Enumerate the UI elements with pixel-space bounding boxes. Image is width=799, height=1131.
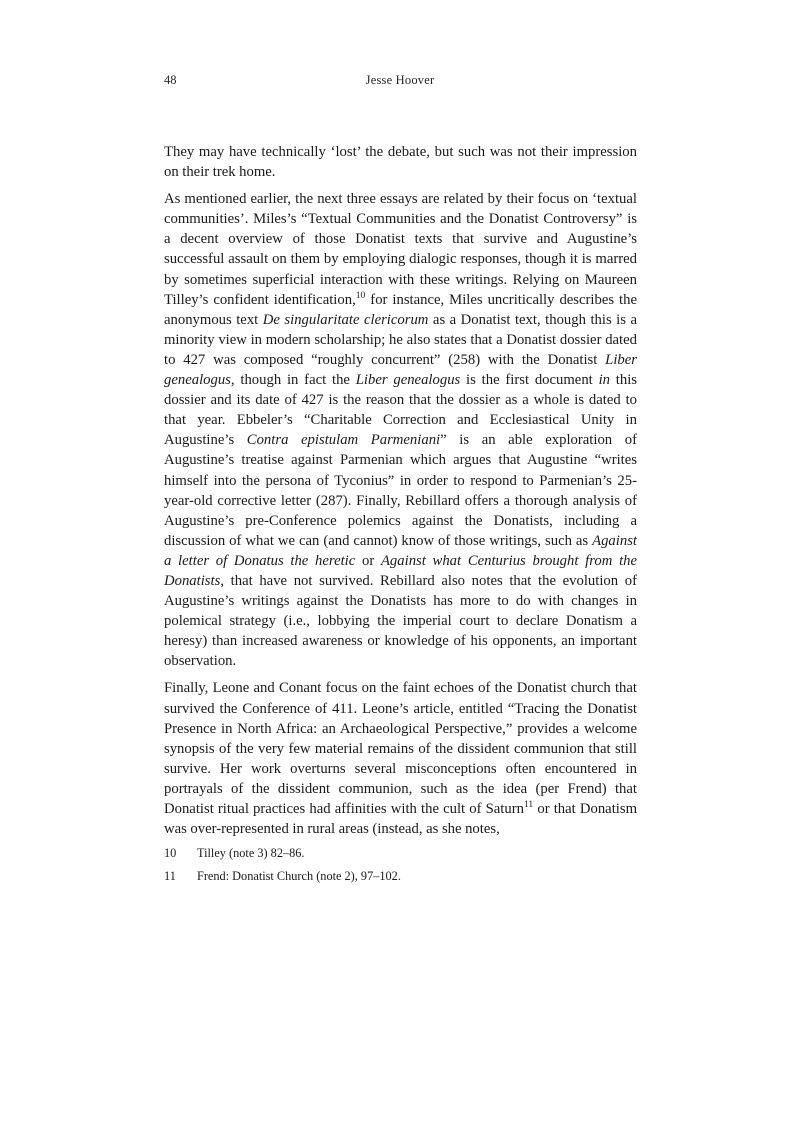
- running-head: [164, 72, 636, 88]
- footnote-reference: 10: [355, 289, 366, 301]
- footnote-number: 10: [164, 846, 177, 860]
- footnote-item: [164, 843, 637, 863]
- paragraph-3: Finally, Leone and Conant focus on the faint echoes of the Donatist church that survived the Conference of 411. Leone’s article, entitled “Tracing the Donatist Presence in North Africa: an Archaeological Perspective,” provides a welcome synopsis of the very few material remains of the dissident communion that still survive. Her work overturns several misconceptions often encountered in portrayals of the dissident communion, such as the idea (per Frend) that Donatist ritual practices had affinities with the cult of Saturn$^{11}$ or that Donatism was over-represented in rural areas (instead, as she notes,: [164, 680, 637, 838]
- paragraph-1: They may have technically ‘lost’ the debate, but such was not their impression on their trek home.: [164, 144, 637, 181]
- italic-title: De singularitate clericorum: [262, 311, 429, 328]
- running-head-title: Jesse Hoover: [365, 73, 435, 87]
- footnote-item: [164, 866, 637, 886]
- footnote-reference: 11: [523, 799, 534, 811]
- footnote-text: Frend: Donatist Church (note 2), 97–102.: [197, 869, 401, 883]
- footnote-number: 11: [164, 869, 176, 883]
- footnotes-section: [164, 843, 637, 889]
- footnote-text: Tilley (note 3) 82–86.: [197, 846, 305, 860]
- page-number: 48: [164, 73, 177, 87]
- italic-title: Against what Centurius brought from the Donatists: [164, 552, 638, 589]
- paragraph-2: As mentioned earlier, the next three essays are related by their focus on ‘textual communities’. Miles’s “Textual Communities and the Donatist Controversy” is a decent overview of those Donatist texts that survive and Augustine’s successful assault on them by employing dialogic responses, though it is marred by sometimes superficial interaction with these writings. Relying on Maureen Tilley’s confident identification,$^{10}$ for instance, Miles uncritically describes the anonymous text De singularitate clericorum as a Donatist text, though this is a minority view in modern scholarship; he also states that a Donatist dossier dated to 427 was composed “roughly concurrent” (258) with the Donatist Liber genealogus, though in fact the Liber genealogus is the first document in this dossier and its date of 427 is the reason that the dossier as a whole is dated to that year. Ebbeler’s “Charitable Correction and Ecclesiastical Unity in Augustine’s Contra epistulam Parmeniani” is an able exploration of Augustine’s treatise against Parmenian which argues that Augustine “writes himself into the persona of Tyconius” in order to respond to Parmenian’s 25-year-old corrective letter (287). Finally, Rebillard offers a thorough analysis of Augustine’s pre-Conference polemics against the Donatists, including a discussion of what we can (and cannot) know of those writings, such as Against a letter of Donatus the heretic or Against what Centurius brought from the Donatists, that have not survived. Rebillard also notes that the evolution of Augustine’s writings against the Donatists has more to do with changes in polemical strategy (i.e., lobbying the imperial court to declare Donatism a heresy) than increased awareness or knowledge of his opponents, an important observation.: [164, 191, 638, 670]
- italic-title: in: [598, 372, 610, 389]
- italic-title: Liber genealogus: [164, 351, 637, 389]
- italic-title: Liber genealogus: [355, 372, 461, 389]
- body-text-block: [164, 142, 637, 839]
- italic-title: Against a letter of Donatus the heretic: [164, 532, 637, 569]
- italic-title: Contra epistulam Parmeniani: [246, 432, 441, 449]
